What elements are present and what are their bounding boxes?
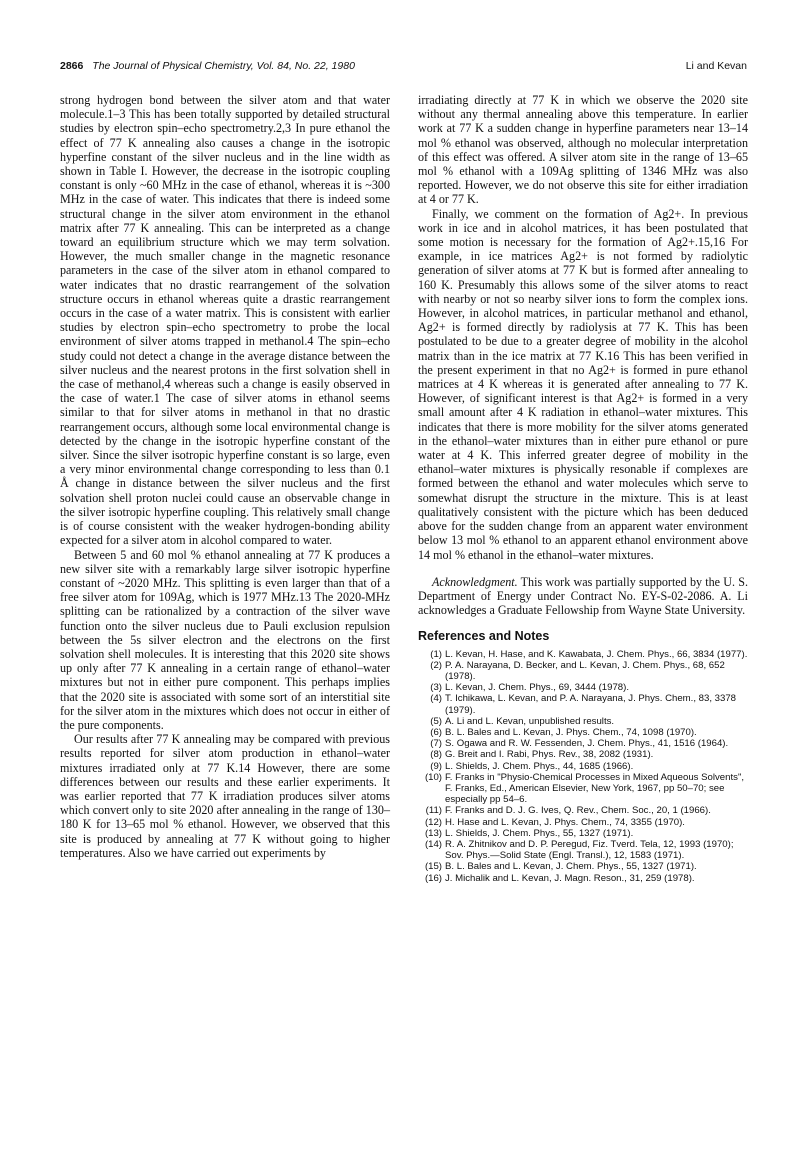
reference-text: L. Kevan, H. Hase, and K. Kawabata, J. Chem. Phys., 66, 3834 (1977).	[445, 648, 748, 660]
reference-text: L. Shields, J. Chem. Phys., 44, 1685 (1966).	[445, 760, 634, 772]
reference-number: (10)	[424, 771, 442, 783]
reference-item	[418, 828, 748, 839]
reference-number: (14)	[424, 838, 442, 850]
page-number: 2866	[60, 60, 84, 72]
reference-number: (4)	[430, 693, 442, 705]
reference-text: L. Kevan, J. Chem. Phys., 69, 3444 (1978).	[445, 682, 629, 694]
reference-number: (3)	[430, 682, 442, 694]
reference-item	[418, 649, 748, 660]
reference-number: (9)	[430, 760, 442, 772]
header-left	[60, 60, 355, 72]
reference-item	[418, 682, 748, 693]
reference-number: (15)	[424, 861, 442, 873]
right-column	[418, 93, 748, 884]
paragraph-ag2-formation: Finally, we comment on the formation of Ag2+. In previous work in ice and in alcohol matrices, it has been postulated that some motion is necessary for the formation of Ag2+.15,16 For example, in ice matrices Ag2+ is not formed by radiolytic generation of silver atoms at 77 K but is formed after annealing to 160 K. Presumably this allows some of the silver atoms to react with nearby or not so nearby silver ions to form the complex ions. However, in alcohol matrices, in particular methanol and ethanol, Ag2+ is formed directly by radiolysis at 77 K. This has been postulated to be due to a greater degree of mobility in the alcohol matrix than in the ice matrix at 77 K.16 This has been verified in the present experiment in that no Ag2+ is formed in pure ethanol matrices at 4 K whereas it is generated after annealing to 77 K. However, of significant interest is that Ag2+ is formed in a very small amount after 4 K radiation in ethanol–water mixtures. This indicates that there is more mobility for the silver atoms generated in the ethanol–water mixtures than in either pure ethanol or pure water at 4 K. This inferred greater degree of mobility in the ethanol–water mixtures is physically resonable if complexes are formed between the ethanol and water molecules which serve to somewhat disrupt the structure in the mixture. This is at least qualitatively consistent with the picture which has been deduced above for the sudden change from an apparent water environment below 13 mol % ethanol to an apparent ethanol environment above 14 mol % ethanol in the ethanol–water mixtures.	[418, 206, 748, 562]
header-authors: Li and Kevan	[685, 60, 747, 72]
reference-text: R. A. Zhitnikov and D. P. Peregud, Fiz. Tverd. Tela, 12, 1993 (1970); Sov. Phys.—Solid State (Engl. Transl.), 12, 1583 (1971).	[445, 838, 734, 862]
reference-number: (8)	[430, 749, 442, 761]
reference-item	[418, 749, 748, 760]
reference-item	[418, 817, 748, 828]
reference-number: (7)	[430, 738, 442, 750]
reference-item	[418, 716, 748, 727]
running-header	[60, 60, 747, 80]
journal-citation: The Journal of Physical Chemistry, Vol. 84, No. 22, 1980	[92, 60, 355, 72]
reference-text: F. Franks and D. J. G. Ives, Q. Rev., Chem. Soc., 20, 1 (1966).	[445, 805, 711, 817]
reference-text: S. Ogawa and R. W. Fessenden, J. Chem. Phys., 41, 1516 (1964).	[445, 738, 729, 750]
reference-text: P. A. Narayana, D. Becker, and L. Kevan, J. Chem. Phys., 68, 652 (1978).	[445, 659, 725, 682]
reference-item	[418, 873, 748, 884]
reference-number: (5)	[430, 715, 442, 727]
reference-number: (16)	[424, 872, 442, 884]
acknowledgment	[418, 575, 748, 618]
reference-item	[418, 693, 748, 715]
reference-number: (12)	[424, 816, 442, 828]
reference-item	[418, 861, 748, 872]
reference-text: T. Ichikawa, L. Kevan, and P. A. Narayana, J. Phys. Chem., 83, 3378 (1979).	[445, 693, 736, 716]
paragraph-continuation: irradiating directly at 77 K in which we observe the 2020 site without any thermal annealing above this temperature. In earlier work at 77 K a sudden change in hyperfine parameters near 13–14 mol % ethanol was observed, although no molecular interpretation of this effect was offered. A silver atom site in the range of 13–65 mol % ethanol with a 109Ag splitting of 1346 MHz was also reported. However, we do not observe this site for either irradiation at 4 or 77 K.	[418, 93, 748, 207]
reference-text: G. Breit and I. Rabi, Phys. Rev., 38, 2082 (1931).	[445, 749, 654, 761]
reference-item	[418, 660, 748, 682]
paragraph-comparison: Our results after 77 K annealing may be compared with previous results reported for silver atom production in ethanol–water mixtures irradiated only at 77 K.14 However, there are some differences between our results and these earlier experiments. It was earlier reported that 77 K irradiation produces silver atoms which convert only to site 2020 after annealing in the range of 130–180 K for 13–65 mol % ethanol. However, we observed that this site is produced by annealing at 77 K without going to higher temperatures. Also we have carried out experiments by	[60, 732, 390, 860]
reference-number: (1)	[430, 648, 442, 660]
reference-text: H. Hase and L. Kevan, J. Phys. Chem., 74, 3355 (1970).	[445, 816, 685, 828]
reference-number: (6)	[430, 726, 442, 738]
left-column	[60, 93, 390, 860]
reference-text: L. Shields, J. Chem. Phys., 55, 1327 (1971).	[445, 827, 634, 839]
reference-item	[418, 805, 748, 816]
reference-number: (13)	[424, 827, 442, 839]
reference-item	[418, 738, 748, 749]
reference-item	[418, 727, 748, 738]
reference-number: (11)	[425, 805, 442, 817]
acknowledgment-heading: Acknowledgment.	[432, 574, 518, 589]
references-list	[418, 649, 748, 884]
references-title: References and Notes	[418, 629, 550, 644]
reference-item	[418, 772, 748, 806]
reference-number: (2)	[430, 659, 442, 671]
paragraph-2020-site: Between 5 and 60 mol % ethanol annealing at 77 K produces a new silver site with a remarkably large silver isotropic hyperfine constant of ~2020 MHz. This splitting is even larger than that of a free silver atom for 109Ag, which is 1977 MHz.13 The 2020-MHz splitting can be rationalized by a contraction of the silver wave function onto the silver nucleus due to Pauli exclusion repulsion between the 5s silver electron and the electrons on the first solvation shell molecules. It is interesting that this 2020 site shows up only after 77 K annealing in a certain range of ethanol–water mixtures but not in either pure component. This perhaps implies that the 2020 site is associated with some sort of an interstitial site for the silver atom in the mixtures which does not occur in either of the pure components.	[60, 547, 390, 732]
reference-text: A. Li and L. Kevan, unpublished results.	[445, 715, 615, 727]
reference-text: B. L. Bales and L. Kevan, J. Phys. Chem., 74, 1098 (1970).	[445, 726, 697, 738]
reference-text: B. L. Bales and L. Kevan, J. Chem. Phys., 55, 1327 (1971).	[445, 861, 697, 873]
reference-text: F. Franks in "Physio-Chemical Processes in Mixed Aqueous Solvents", F. Franks, Ed., American Elsevier, New York, 1967, pp 50–70; see especially pp 54–6.	[445, 771, 745, 806]
acknowledgment-body: This work was partially supported by the U. S. Department of Energy under Contract No. EY-S-02-2086. A. Li acknowledges a Graduate Fellowship from Wayne State University.	[418, 574, 748, 618]
reference-item	[418, 839, 748, 861]
reference-item	[418, 761, 748, 772]
reference-text: J. Michalik and L. Kevan, J. Magn. Reson., 31, 259 (1978).	[445, 872, 695, 884]
paragraph-solvation: strong hydrogen bond between the silver atom and that water molecule.1–3 This has been totally supported by detailed structural studies by electron spin–echo spectrometry.2,3 In pure ethanol the effect of 77 K annealing also causes a change in the isotropic hyperfine constant of the silver nucleus and in the line width as shown in Table I. However, the decrease in the isotropic coupling constant is only ~60 MHz in the case of ethanol, whereas it is ~300 MHz in the case of water. This indicates that there is indeed some structural change in the silver atom environment in the ethanol matrix after 77 K annealing. This can be interpreted as a change toward an equilibrium structure which we may term solvation. However, the much smaller change in the magnetic resonance parameters in the case of the silver atom in ethanol compared to water indicates that no drastic rearrangement of the solvation structure occurs in ethanol whereas quite a drastic rearrangement occurs in the case of a water matrix. This is consistent with earlier studies by electron spin–echo spectrometry to probe the local environment of silver atoms trapped in methanol.4 The spin–echo study could not detect a change in the average distance between the silver nucleus and the nearest protons in the first solvation shell in the case of methanol,4 whereas such a change is easily observed in the case of water.1 The case of silver atoms in ethanol seems similar to that for silver atoms in methanol in that no drastic rearrangement occurs, although some local environmental change is detected by the change in the isotropic hyperfine constant of the silver. Since the silver isotropic hyperfine constant is so large, even a very minor environmental change corresponding to less than 0.1 Å change in distance between the silver nucleus and the first solvation shell proton nuclei could cause an observable change in the silver isotropic hyperfine coupling. This relatively small change is of course consistent with the weaker hydrogen-bonding ability expected for a silver atom in alcohol compared to water.	[60, 93, 390, 548]
